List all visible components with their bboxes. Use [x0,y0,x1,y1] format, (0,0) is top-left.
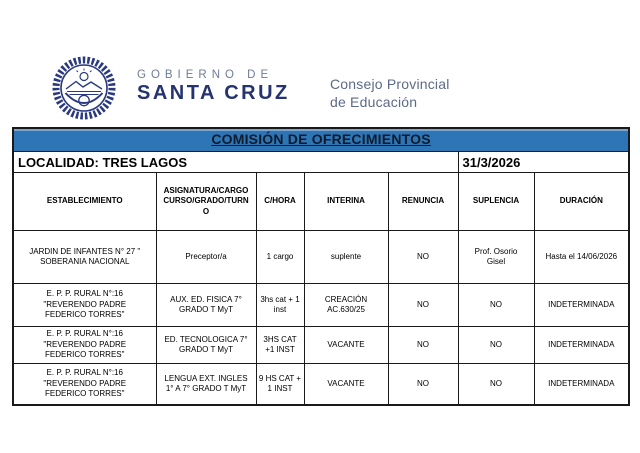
government-name-large: SANTA CRUZ [137,82,290,104]
table-cell: Preceptor/a [156,231,256,284]
table-row [13,284,629,327]
table-cell: INDETERMINADA [534,364,629,406]
santa-cruz-coat-of-arms-icon [52,56,116,120]
locality-row [13,152,629,173]
table-cell: NO [458,327,534,364]
table-cell: VACANTE [304,327,388,364]
letterhead [52,56,612,122]
column-header: ESTABLECIMIENTO [13,173,156,231]
table-cell: JARDIN DE INFANTES N° 27 " SOBERANIA NACIONAL [13,231,156,284]
table-cell: LENGUA EXT. INGLES 1° A 7° GRADO T MyT [156,364,256,406]
table-cell: 9 HS CAT + 1 INST [256,364,304,406]
column-header: INTERINA [304,173,388,231]
document-title-bar [13,128,629,152]
table-cell: ED. TECNOLOGICA 7° GRADO T MyT [156,327,256,364]
council-name-line2: de Educación [330,94,418,111]
table-cell: AUX. ED. FISICA 7° GRADO T MyT [156,284,256,327]
column-header: DURACIÓN [534,173,629,231]
table-cell: E. P. P. RURAL N°:16 "REVERENDO PADRE FEDERICO TORRES" [13,284,156,327]
table-row [13,231,629,284]
table-cell: NO [388,327,458,364]
locality-cell: LOCALIDAD: TRES LAGOS [13,152,458,173]
offerings-table [12,127,630,406]
table-row [13,364,629,406]
council-name-line1: Consejo Provincial [330,76,450,92]
table-row [13,327,629,364]
column-header: RENUNCIA [388,173,458,231]
table-cell: 1 cargo [256,231,304,284]
table-body [13,231,629,406]
table-cell: 3hs cat + 1 inst [256,284,304,327]
column-header: ASIGNATURA/CARGO CURSO/GRADO/TURNO [156,173,256,231]
column-header: SUPLENCIA [458,173,534,231]
column-header-row [13,173,629,231]
council-name [330,75,450,111]
table-cell: suplente [304,231,388,284]
document-title: COMISIÓN DE OFRECIMIENTOS [211,131,431,147]
title-row [13,128,629,152]
column-header: C/HORA [256,173,304,231]
table-cell: NO [388,284,458,327]
table-cell: Prof. Osorio Gisel [458,231,534,284]
table-cell: INDETERMINADA [534,327,629,364]
government-name-small: GOBIERNO DE [137,69,274,81]
table-cell: VACANTE [304,364,388,406]
date-cell: 31/3/2026 [458,152,629,173]
table-cell: Hasta el 14/06/2026 [534,231,629,284]
table-cell: NO [388,231,458,284]
table-cell: NO [458,284,534,327]
table-chrome [13,128,629,231]
table-cell: 3HS CAT +1 INST [256,327,304,364]
table-cell: INDETERMINADA [534,284,629,327]
table-cell: NO [458,364,534,406]
table-cell: CREACIÓN AC.630/25 [304,284,388,327]
government-wordmark [137,69,290,105]
table-cell: NO [388,364,458,406]
table-cell: E. P. P. RURAL N°:16 "REVERENDO PADRE FEDERICO TORRES" [13,327,156,364]
table-cell: E. P. P. RURAL N°:16 "REVERENDO PADRE FEDERICO TORRES" [13,364,156,406]
